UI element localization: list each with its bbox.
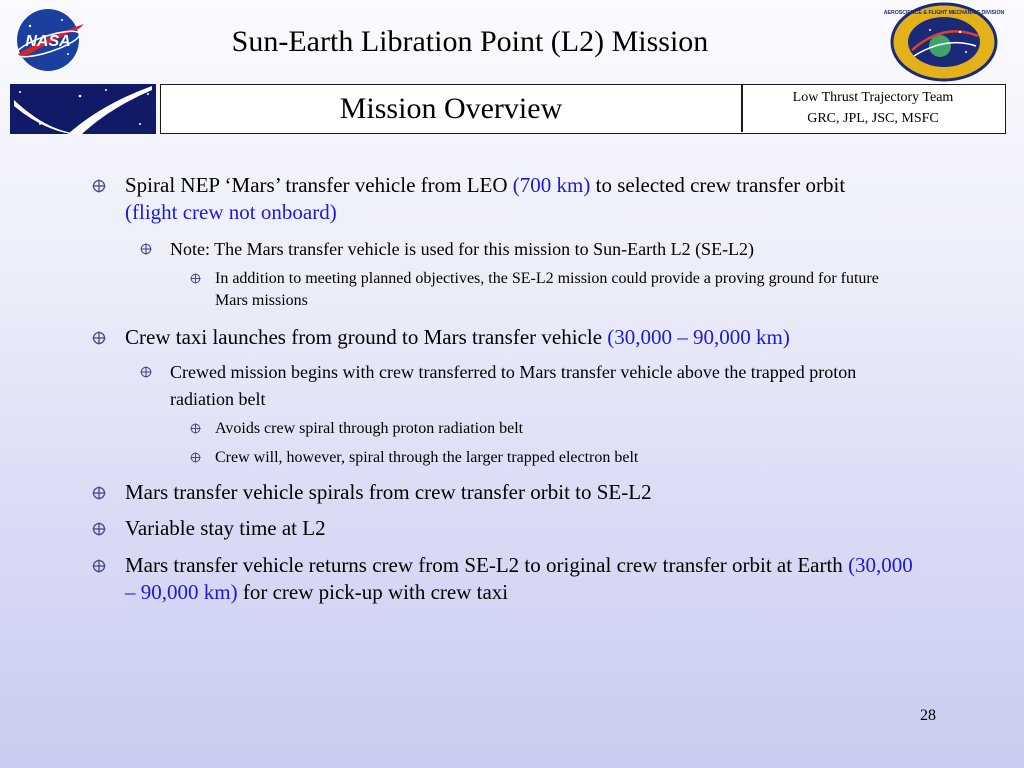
section-title: Mission Overview — [339, 92, 563, 125]
bullet-text: Spiral NEP ‘Mars’ transfer vehicle from LEO (700 km) to selected crew transfer orbit (flight crew not onboard) — [125, 173, 846, 224]
bullet-text: Crew taxi launches from ground to Mars transfer vehicle (30,000 – 90,000 km) — [125, 325, 790, 349]
circle-cross-bullet-icon — [92, 559, 106, 573]
circle-cross-bullet-icon — [92, 486, 106, 500]
bullet-text: Mars transfer vehicle spirals from crew transfer orbit to SE-L2 — [125, 480, 652, 504]
highlight-text: (flight crew not onboard) — [125, 200, 337, 224]
bullet-text: Avoids crew spiral through proton radiation belt — [215, 420, 524, 437]
bullet-item — [92, 479, 932, 506]
bullet-text: Crewed mission begins with crew transferred to Mars transfer vehicle above the trapped proton radiation belt — [170, 362, 857, 409]
bullet-item — [140, 236, 940, 263]
highlight-text: (30,000 – 90,000 km) — [125, 553, 913, 604]
bullet-text: Note: The Mars transfer vehicle is used for this mission to Sun-Earth L2 (SE-L2) — [170, 239, 755, 259]
circle-cross-bullet-icon — [140, 366, 152, 378]
bullet-item — [190, 447, 910, 469]
highlight-text: (30,000 – 90,000 km) — [607, 325, 790, 349]
page-number: 28 — [920, 707, 936, 724]
bullet-text: Mars transfer vehicle returns crew from SE-L2 to original crew transfer orbit at Earth (30,000 – 90,000 km) for crew pick-up with crew taxi — [125, 553, 913, 604]
team-name: Low Thrust Trajectory Team — [792, 90, 954, 105]
circle-cross-bullet-icon — [92, 522, 106, 536]
bullet-item — [92, 324, 972, 351]
bullet-item — [92, 172, 892, 226]
highlight-text: (700 km) — [512, 173, 591, 197]
circle-cross-bullet-icon — [140, 243, 152, 255]
bullet-item — [190, 268, 910, 312]
circle-cross-bullet-icon — [190, 273, 201, 284]
bullet-item — [92, 552, 922, 606]
nasa-logo-text: NASA — [25, 33, 71, 50]
circle-cross-bullet-icon — [92, 179, 106, 193]
bullet-text: In addition to meeting planned objectives, the SE-L2 mission could provide a proving ground for future Mars missions — [215, 270, 879, 309]
bullet-text: Crew will, however, spiral through the larger trapped electron belt — [215, 449, 639, 466]
bullet-item — [190, 418, 910, 440]
circle-cross-bullet-icon — [92, 331, 106, 345]
circle-cross-bullet-icon — [190, 423, 201, 434]
circle-cross-bullet-icon — [190, 452, 201, 463]
slide-title: Sun-Earth Libration Point (L2) Mission — [231, 25, 709, 58]
team-centers: GRC, JPL, JSC, MSFC — [807, 111, 939, 126]
bullet-item — [92, 515, 932, 542]
division-logo-text: AEROSCIENCE & FLIGHT MECHANICS DIVISION — [883, 10, 1005, 16]
bullet-item — [140, 359, 920, 413]
bullet-text: Variable stay time at L2 — [125, 516, 326, 540]
